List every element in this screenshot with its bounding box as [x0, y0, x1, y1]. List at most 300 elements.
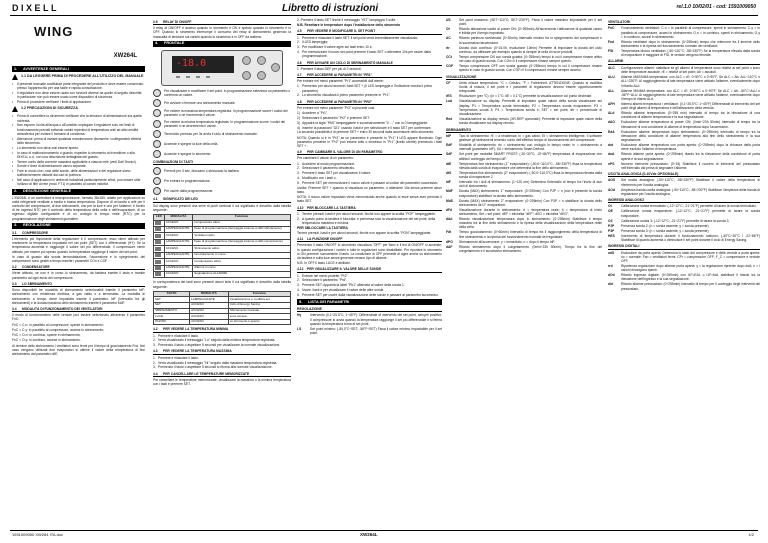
key-description: Tenendolo premuto per 3s avvia il ciclo di sbrinamento manuale.: [153, 130, 291, 138]
list-item: 1. Premere e rilasciare il tasto.: [153, 333, 199, 338]
fan-icon: [155, 240, 161, 244]
parameter-code: rES: [446, 94, 452, 99]
parameter-description: Calibrazione sonda 3: (-12÷12°C; -21÷21°F) permette di tarare la sonda 3.: [621, 218, 730, 223]
parameter-row: [446, 171, 602, 179]
parameter-code: doA: [608, 152, 615, 157]
parameter-description: Numero interventi pressostato: (0÷15) Stabilisce il numero di interventi del pressostato nell'intervallo did prima di segnalare l'allarme.: [621, 161, 760, 170]
parameter-code: P3P: [608, 228, 615, 233]
list-item: 2. Verrà visualizzato il messaggio "Hi" seguito dalla massima temperatura registrata.: [153, 360, 278, 365]
section-heading: 2. DESCRIZIONE GENERALE: [12, 189, 145, 195]
parameter-group-heading: ALLARMI: [608, 59, 760, 64]
parameter-description: Presenza sonda 2: (n = sonda assente; y = sonda presente): [621, 223, 709, 228]
subsection-heading: 4.12 PER VISUALIZZARE IL VALORE DELLE SONDE: [297, 267, 442, 272]
parameter-code: dOd: [608, 273, 615, 278]
parameter-row: Hy Intervento (0,1÷25,5°C; 1÷45°F): Differenziale di intervento del set point, sempre positivo. Il compressore si avvia quando la temperatura raggiunge il set più differenziale e si ferma quando la temperatura torna al set point.: [297, 313, 442, 326]
list-item: 3. Premere SET: Apparirà la label "Pb1" alternata al valore della sonda 1.: [297, 283, 405, 288]
defrost-key-icon: [153, 99, 161, 107]
table-row: LAMPEGGIANTE Fase di programmazione (lampeggia insieme a LED compressore): [154, 239, 291, 245]
subsection-heading: 3.5 RELAY DI ON/OFF: [153, 20, 291, 25]
parameter-code: O3: [608, 218, 613, 223]
parameter-row: [446, 245, 602, 253]
power-key-icon: [153, 150, 161, 158]
parameter-code: dtE: [446, 161, 452, 166]
parameter-code: Fdt: [446, 230, 452, 235]
paragraph: 1. Premere il tasto DEF per più di 2 secondi.: [297, 66, 362, 71]
condenser-icon: [155, 260, 161, 264]
parameter-code: did: [608, 282, 613, 287]
footer-page-number: 1/2: [748, 532, 754, 537]
key-combo: Per entrare in programmazione.: [153, 177, 291, 185]
parameter-code: AOS: [608, 178, 616, 183]
parameter-description: Tipo di sbrinamento: rE = a resistenza; in = gas caldo; Et = sbrinamento intelligente. Il software gestisce gli sbrinamenti tenendo conto dell'effettivo tempo di funzionamento del compressore.: [459, 133, 602, 143]
paragraph: Il relay di ON/OFF è acceso quando lo strumento è ON e spento quando lo strumento è in OFF. Quando lo strumento interrompe il consumo del relay di sbrinamento gestendo la manualità di tensione sui carichi quando lo strumento è in OFF da tastiera.: [153, 26, 291, 39]
parameter-description: Set uscita analogica: (-50÷110°C; -58÷230°F) Stabilisce il valore della temperatura di riferimento per l'uscita analogica.: [621, 178, 760, 187]
list-item: 5. Premere SET per memorizzare il nuovo valore e passare al codice del parametro successivo.: [297, 180, 439, 185]
parameter-code: dtS: [446, 170, 452, 175]
table-row: SET ACCESO Ciclo di Energy Saving: [154, 302, 291, 308]
list-item: • Nel caso di applicazioni in ambienti industriali particolarmente critici, può essere utile l'utilizzo di filtri di rete (mod. FT1) in parallelo ai carichi induttivi.: [12, 178, 141, 187]
subsection-heading: 4.9 PER CAMBIARE IL VALORE DI UN PARAMETRO: [297, 150, 442, 155]
parameter-code: AFH: [608, 101, 615, 106]
parameter-row: [446, 143, 602, 151]
table-row: ACCESO Ventilatori attivi: [154, 233, 291, 239]
parameter-code: CF: [446, 80, 451, 85]
key-combo-icon: [153, 167, 161, 175]
subsection-heading: 4.4 PER CANCELLARE LE TEMPERATURE MEMORIZZATE: [153, 372, 291, 377]
subsection-heading: 3.2 CONDENSATORE: [12, 265, 145, 270]
parameter-group-heading: SBRINAMENTO: [446, 128, 602, 133]
parameter-code: AC: [446, 36, 451, 41]
parameter-description: Temperatura fine sbrinamento (1° evaporatore): (-50,0÷110,0°C; -58÷230°F) fissa la temperatura rilevata dalla sonda di evaporatore che determina la fine dello sbrinamento.: [459, 161, 602, 170]
parameter-code: COF: [446, 64, 453, 69]
paragraph: Al termine dello sbrinamento i ventilatori sono fermi per il tempo di gocciolamento Fnd. Nel caso vengano utilizzati due evaporatori si ottiene il valore della temperatura di fine sbrinamento dal parametro dtE.: [12, 343, 145, 356]
key-description: Per visualizzare e modificare il set point. In programmazione seleziona un parametro o conferma un valore.: [153, 89, 291, 97]
list-item: • Sonde e linee di alimentazione vanno separate.: [12, 164, 87, 169]
parameter-code: dPO: [446, 239, 453, 244]
parameter-code: Lod: [446, 99, 453, 104]
paragraph: In caso di guasto alla sonda termostatazione, l'accensione e lo spegnimento del compressore sono gestiti a tempo tramite i parametri COn e COF.: [12, 254, 145, 264]
parameter-description: Visualizzazione su display remoto (XR-REP opzionale): Permette di impostare quale valore della sonda visualizzare sul display remoto.: [459, 117, 602, 126]
parameter-group-heading: VENTILATORI: [608, 20, 760, 25]
parameter-code: OE: [608, 209, 613, 214]
parameter-group-heading: REGOLAZIONE: [297, 307, 442, 312]
list-item: 2. Selezionare il parametro desiderato.: [297, 166, 355, 171]
parameter-code: Ot: [446, 27, 450, 32]
parameter-row: [446, 64, 602, 72]
list-item: • Attenzione: prima di iniziare qualsiasi manutenzione disinserire i collegamenti elettrici dello strumento.: [12, 136, 142, 145]
led-alarm: [206, 76, 210, 78]
parameter-description: Ritardo partenza ravvicinata: (0÷30min) Intervallo minimo fra lo spegnimento del compressore e la successiva riaccensione.: [459, 36, 602, 45]
parameter-description: Tempo compressore ON con sonda guasta: (0÷255min) tempo in cui il compressore rimane attivo nel caso di guasto sonda. Con COn=0 il compressore rimane sempre spento.: [459, 54, 602, 64]
parameter-description: Intervallo fra i cicli di sbrinamento: (1÷120 ore) Determina l'intervallo di tempo fra l'inizio di due cicli di sbrinamento.: [459, 180, 602, 189]
footer-model: XW264L: [360, 532, 378, 537]
paragraph: Premendo il tasto ON/OFF lo strumento visualizza "OFF" per 5sec e il led di ON/OFF si accende. In questo configurazione i carichi e tutte le regolazioni sono disabilitate. Per riportare lo strumento in ON premere nuovamente il tasto. La condizione di OFF permette di agire anche su sbrinamento da tastiera e sulla luce senza generare nessun tipo di allarme.: [297, 243, 442, 260]
list-item: FnC = C-n: in parallelo al compressore, spente in sbrinamento;: [12, 322, 104, 327]
compressor-icon: [155, 227, 161, 231]
parameter-row: [608, 102, 760, 110]
list-item: • Non esporre l'unità all'acqua o all'umidità: impiegare il regolatore solo nei limiti di funzionamento previsti evitando cambi repentini di temperatura uniti ad alta umidità atmosferica per evitare il formarsi di condensa.: [12, 123, 139, 136]
parameter-description: Durata (MAX) sbrinamento 2° evaporatore: (0÷255min) Con P3P = n stabilisce la durata dello sbrinamento del 2° evaporatore.: [459, 198, 602, 207]
paragraph: L'elemento più importante della regolazione è il compressore: esso viene attivato per mantenere la temperatura impostata nel set point (SET) con il differenziale (HY). Se la temperatura aumenta e raggiunge il valore set più differenziale, il compressore viene attivato, per essere poi spento quando la temperatura raggiunge il valore del set point.: [12, 236, 145, 254]
key-description: Per avviare o fermare uno sbrinamento manuale.: [153, 99, 291, 107]
light-button[interactable]: [257, 71, 266, 80]
parameter-code: AOd: [608, 187, 615, 192]
paragraph: NOTA: Il nuovo valore impostato viene memorizzato anche quando si esce senza aver premuto il tasto SET.: [297, 195, 442, 204]
parameter-description: Funzionamento ventilatori: C-n = in parallelo al compressore, spenti in sbrinamento; C-y = in parallelo al compressore, accesi in sbrinamento; O-n = in continuo, spenti in sbrinamento; O-y = in continuo, accesi in sbrinamento.: [621, 26, 760, 39]
footer-rule: [10, 530, 758, 531]
column-2: [153, 18, 291, 526]
list-item: 2) Selezionare il parametro "Pr2" e premere SET.: [297, 115, 370, 120]
list-item: 2. A questo punto la tastiera è bloccata: è permessa solo la visualizzazione del set point, della temperatura massima e minima.: [297, 216, 436, 225]
set-button[interactable]: [242, 56, 251, 65]
parameter-description: Ritardo ingresso digitale: (0÷255min) con i1F=EAL o i1F=bAL stabilisce il ritardo tra la rilevazione dell'ingresso e la sua segnalazione.: [621, 273, 760, 282]
paragraph: Sul display sono presenti una serie di punti luminosi il cui significato è descritto dalla tabella seguente:: [153, 203, 291, 212]
parameter-description: Isteresi allarmi temperatura / ventilatori: (0,1÷25,5°C; 1÷45°F) Differenziale di intervento del set point degli allarmi di temperatura e dell'attivazione della ventola.: [621, 101, 760, 111]
parameter-row: [608, 49, 760, 57]
led-fan: [186, 76, 190, 78]
paragraph: 2. Premere il tasto SET finché il messaggio "rST" lampeggia 3 volte.: [297, 18, 397, 22]
parameter-code: US: [446, 18, 451, 22]
key-description: Per vedere la minima temperatura registrata. In programmazione scorre i codici dei parametri o ne decrementa il valore.: [153, 120, 291, 128]
warning-heading: 1.1 DA LEGGERE PRIMA DI PROCEDERE ALL'UTILIZZO DEL MANUALE: [12, 74, 145, 80]
parameter-code: EdF: [446, 143, 453, 148]
parameter-description: Ritardo allarme pressostato: (0÷255min) Intervallo di tempo per il conteggio degli interventi del pressostato.: [621, 282, 760, 291]
parameter-row: [446, 208, 602, 216]
list-item: 3. Premendo il tasto o aspettare 5 secondi per visualizzare la normale visualizzazione.: [153, 343, 281, 348]
list-item: 2. Verrà visualizzato il messaggio "Lo" seguito dalla minima temperatura registrata.: [153, 338, 276, 343]
table-row: SET LAMPEGGIANTE Visualizzazione e modifica set: [154, 297, 291, 303]
parameter-description: Tempo gocciolamento: (0÷60min) Intervallo di tempo fra il raggiungimento della temperatura di fine sbrinamento e la ripresa del funzionamento normale del regolatore.: [459, 230, 602, 239]
parameter-row: [446, 162, 602, 170]
parameter-row: [608, 224, 760, 228]
parameter-code: dot: [608, 143, 614, 148]
parameter-row: [608, 26, 760, 39]
column-4: [446, 18, 602, 526]
parameter-row: [446, 189, 602, 197]
parameter-row: [446, 230, 602, 238]
section-heading: 3. REGOLAZIONE: [12, 223, 145, 229]
paragraph: Tenere premuti i tasti e per alcuni secondi, finché non appare la scritta "PON" lampeggiante.: [297, 230, 432, 235]
parameter-group-heading: VISUALIZZAZIONE: [446, 75, 602, 80]
power-button[interactable]: [271, 63, 280, 72]
table-row: SBRINAMENTO ACCESO Sbrinamento manuale: [154, 308, 291, 314]
list-item: • In caso di malfunzionamento o guasto, rispedire lo strumento al rivenditore o alla DIXELL s.r.l. con una descrizione dettagliata del guasto.: [12, 150, 135, 159]
parameter-row: [446, 180, 602, 188]
parameter-row: [446, 27, 602, 35]
parameter-code: Red: [446, 117, 453, 122]
table-row: ACCESO Compressore attivo: [154, 220, 291, 226]
parameter-description: Sbrinamento all'accensione: y = immediato; n = dopo il tempo IdF.: [459, 239, 556, 244]
parameter-row: [608, 251, 760, 264]
paragraph: N.B. In OFF il tasto LUCE è abilitato.: [297, 261, 351, 266]
table-row: ON/OFF ACCESO Lo strumento è spento: [154, 319, 291, 325]
paragraph: Per cancellare le temperature memorizzate, visualizzare la massima o la minima temperatura con i tasti e premere SET.: [153, 377, 291, 386]
parameter-code: MdS: [446, 198, 453, 203]
parameter-row: [608, 204, 760, 208]
list-item: FnC = O-y: in continuo, accese in sbrinamento.: [12, 338, 81, 343]
parameter-code: dAF: [446, 244, 453, 249]
section-heading: 4. FRONTALE: [153, 41, 291, 47]
subsection-heading: 4.1 SIGNIFICATO DEI LED: [153, 197, 291, 202]
parameter-description: Unità misura temperatura: °C = Celsius; °F = Fahrenheit. ATTENZIONE: Quando si modifica l'unità di misura, il set point e i parametri di regolazione devono essere opportunamente reimpostati.: [459, 80, 602, 94]
parameter-row: [446, 94, 602, 98]
subsection-heading: 4.10 PER BLOCCARE LA TASTIERA: [297, 206, 442, 211]
section-heading: 1. AVVERTENZE GENERALI: [12, 66, 145, 72]
parameter-group-heading: USCITA ANALOGICA (0-10Vdc OPZIONALE): [608, 172, 760, 177]
parameter-code: SdF: [446, 152, 453, 157]
key-combo: Per uscire dalla programmazione.: [153, 187, 291, 195]
parameter-description: Set point massimo: (SET÷110°C; SET÷230°F). Fissa il valore massimo impostabile per il set point.: [459, 18, 602, 27]
key-combo-icon: [153, 187, 161, 195]
list-item: • Tenere conto della corrente massima applicabile a ciascun relè (vedi Dati Tecnici).: [12, 159, 137, 164]
parameter-description: Incremento di temperatura durante il funzionamento notturno: (-30°C÷30°C / -22÷86°F) Stabilisce di quanto aumenta o diminuisce il set point durante il ciclo di Energy Saving.: [621, 233, 760, 242]
parameter-code: tdF: [446, 133, 452, 138]
parameter-description: Ampiezza banda uscita analogica: (-50÷110°C; -58÷230°F) Stabilisce l'ampiezza della banda di regolazione per l'uscita analogica.: [621, 187, 760, 196]
paragraph: Il modo di funzionamento delle ventole può essere selezionato attraverso il parametro FnC:: [12, 313, 145, 322]
brand-logo: DIXELL: [12, 3, 60, 13]
down-key-icon: [153, 120, 161, 128]
key-combo: Premuti per 3 sec, bloccano o sbloccano la tastiera.: [153, 167, 291, 175]
paragraph: Viene attivato, se non è in corso lo sbrinamento, da tastiera tramite il tasto e tramite parametro ad ogni avvio del compressore.: [12, 271, 145, 280]
parameter-group-heading: INGRESSI ANALOGICI: [608, 198, 760, 203]
parameter-description: Allarme MASSIMA temperatura: con ALC = rE: 0÷50°C o 0÷90°F. Se ALC = Ab: ALL÷110°C o ALL÷230°F. Al raggiungimento di tale temperatura viene attivato l'allarme, eventualmente dopo il ritardo ALd.: [621, 75, 760, 88]
parameter-row: [608, 234, 760, 242]
parameter-description: Tempo compressore OFF con sonda guasta: (0÷255min) tempo in cui il compressore rimane spento in caso di guasto sonda. Con COF=0 il compressore rimane sempre acceso.: [459, 64, 602, 73]
defrost-icon: [155, 247, 161, 251]
list-item: 5. Premere SET per uscire dalla visualizzazione delle sonde e passare al parametro successivo.: [297, 292, 439, 297]
parameter-description: Allarme MINIMA temperatura: con ALC = rE: 0÷50°C o 0÷90°F. Se ALC = Ab: -50°C÷ALU o -58°F÷ALU. Al raggiungimento di tale temperatura viene attivato l'allarme, eventualmente dopo il tempo di ritardo ALd.: [621, 88, 760, 101]
parameter-row: [608, 89, 760, 102]
list-item: • Lo strumento non deve mai essere aperto.: [12, 145, 79, 150]
parameter-description: Ritardo ventilatori dopo lo sbrinamento: (0÷255min) tempo che intercorre fra il termine dello sbrinamento e la ripresa del funzionamento normale dei ventilatori.: [621, 39, 760, 49]
list-item: 4. Modificarlo con i tasti o .: [297, 176, 338, 181]
footer-filename: 1591009050 XW264 ITA.doc: [12, 532, 64, 537]
table-row: ACCESO Condensatore attivo: [154, 259, 291, 265]
parameter-row: [608, 282, 760, 290]
light-key-icon: [153, 140, 161, 148]
parameter-row: [446, 36, 602, 44]
display-value: -18.0: [176, 57, 207, 69]
parameter-code: odS: [608, 250, 615, 255]
up-key-icon: [153, 109, 161, 117]
parameter-code: dFd: [446, 207, 453, 212]
parameter-description: Visualizzazione durante lo sbrinamento: rt = temperatura reale; it = temperatura di inizio sbrinamento; Set = set point; dEF = etichetta "dEF"; dEG = etichetta "dEG".: [459, 207, 602, 216]
parameter-description: Esclusione da porta aperta: Determina lo stato del compressore e delle ventole a porta aperta: no = normale; Fan = ventilatori fermi; CPr = compressore OFF; F_C = compressore e ventole OFF.: [621, 250, 760, 263]
led-table: LED MODALITÀ Funzione ACCESO Compressore attivo LAMPEGGIANTE Fase di programmazione (lampeggia insieme a LED sbrinamento) ACCESO Ventilatori attivi LAMPEGGIANTE Fase di programmazione (lampeggia insieme a LED compressore) ACCESO Sbrinamento attivo LAMPEGGIANTE Gocciolamento in corso ACCESO Condensatore attivo LAMPEGGIANTE Allarme in corso ACCESO Segnalazione ALLARME: [153, 214, 291, 278]
parameter-description: Visualizzazione su display: Permette di impostare quale valore della sonda visualizzare sul display. P1 = Temperatura sonda termostato; P2 = Temperatura sonda evaporatore; P3 = Temperatura sonda 3; P4 = Temperatura sonda 4; SET = set point; dtr = percentuale di visualizzazione.: [459, 99, 602, 117]
paragraph: La seconda possibilità è di premere SET + entro 30 secondi dalla accensione dello strumento.: [297, 130, 435, 135]
list-item: FnC = O-n: in continuo, spente in sbrinamento;: [12, 333, 81, 338]
table-row: ACCESO Sbrinamento attivo: [154, 246, 291, 252]
paragraph: Per entrare nel menù parametri "Pr2" si procede così:: [297, 105, 376, 110]
subsection-heading: 4.2 PER VEDERE LA TEMPERATURA MINIMA: [153, 327, 291, 332]
document-reference: rel.1.0 10/02/01 - cod: 1591009050: [676, 4, 756, 10]
parameter-row: [608, 111, 760, 119]
parameter-description: Temperatura blocco ventilatori: (-50÷110°C; -58÷230°F) Se la temperatura rilevata dalla sonda di evaporatore è maggiore di FSt, le ventole vengono fermate.: [621, 49, 760, 58]
parameter-row: [608, 178, 760, 186]
key-description: Accende e spegne la luce della cella.: [153, 140, 291, 148]
parameter-description: Ritardo attivazione uscite al power ON: (0÷255min) All'accensione l'attivazione di qualsiasi carico è inibita per il tempo impostato.: [459, 27, 602, 36]
parameter-description: Durata (MAX) sbrinamento 1° evaporatore: (0÷255min) Con P2P = n (non è presente la sonda evaporatore) stabilisce la durata dello sbrinamento.: [459, 189, 602, 198]
parameter-row: [608, 152, 760, 160]
parameter-description: Temperatura fine sbrinamento (2° evaporatore): (-50,0÷110,0°C) fissa la temperatura rilevata dalla sonda di evaporatore 2.: [459, 170, 602, 180]
defrost-key-icon: [153, 130, 161, 138]
subsection-heading: 4.11 LA FUNZIONE ON/OFF: [297, 237, 442, 242]
parameter-code: ALL: [608, 88, 615, 93]
parameter-row: [608, 40, 760, 48]
parameter-code: ALU: [608, 75, 615, 80]
subsection-heading: 3.4 MODALITÀ DI FUNZIONAMENTO DEI VENTILATORI: [12, 307, 145, 312]
warning-icon: [12, 74, 18, 80]
list-item: 4. Usare i tasti e per visualizzare il valore delle altre sonde.: [297, 288, 385, 293]
parameter-row: [446, 240, 602, 244]
key-description: Accende e spegne lo strumento.: [153, 150, 291, 158]
list-item: 2. Il LED lampeggia;: [297, 40, 329, 45]
parameter-row: [608, 143, 760, 151]
key-combo-icon: [153, 177, 161, 185]
parameter-description: Risoluzione (per °C): (in = 1°C; dE = 0,1°C) permette la visualizzazione col punto decimale.: [459, 94, 593, 99]
warning-icon: [12, 106, 18, 112]
parameter-code: FSt: [608, 49, 614, 54]
parameter-code: nPS: [608, 161, 615, 166]
parameter-description: Esclusione allarme temperatura dopo sbrinamento: (0÷255min) Intervallo di tempo tra la rilevazione della condizione di allarme temperatura alla fine dello sbrinamento e la sua segnalazione.: [621, 129, 760, 143]
parameter-row: LS Set point minimo: (-50,0°C÷SET; -58°F÷SET) Fissa il valore minimo impostabile per il set point.: [297, 326, 442, 335]
list-item: 1. Premere e rilasciare il tasto.: [153, 355, 199, 360]
parameter-code: P2P: [608, 223, 615, 228]
parameter-code: Fnd: [608, 39, 615, 44]
parameter-description: Ritardo sbrinamento dopo il congelamento: (0min÷23h 50min). Tempo fra la fine del congelamento e il successivo sbrinamento.: [459, 244, 602, 253]
list-item: • Il presente manuale costituisce parte integrante del prodotto e deve essere conservato presso l'apparecchio per una facile e rapida consultazione.: [12, 82, 144, 91]
header-rule: [10, 15, 758, 16]
list-item: 3. Premendo il tasto o aspettare 5 secondi si ritorna alla normale visualizzazione.: [153, 365, 273, 370]
parameter-code: Ot: [608, 204, 612, 209]
key-led-table: TASTO MODALITÀ Funzione SET LAMPEGGIANTE Visualizzazione e modifica set SET ACCESO Ciclo di Energy Saving SBRINAMENTO ACCESO Sbrinamento manuale LUCE ACCESO Luce accesa ON/OFF ACCESO Lo strumento è spento: [153, 291, 291, 326]
table-row: LUCE ACCESO Luce accesa: [154, 314, 291, 320]
list-item: 1) Accedere a "Pr1".: [297, 111, 328, 116]
parameter-description: Esclusione allarme temperatura con porta aperta: (0÷255min) dopo la chiusura della porta viene escluso l'allarme di temperatura.: [621, 143, 760, 152]
parameter-description: Ritardo allarme temperatura: (0÷255 min) intervallo di tempo tra la rilevazione di una condizione di allarme temperatura e la sua segnalazione.: [621, 111, 760, 120]
parameter-description: Ripartenza regolazione dopo allarme porta aperta: y = la regolazione riprende dopo doA; n = i carichi rimangono spenti.: [621, 263, 760, 273]
list-item: 1. Premere e rilasciare il tasto SET: il set point verrà immediatamente visualizzato;: [297, 35, 419, 40]
parameter-description: Calibrazione sonda termostato: (-12÷12°C; -21÷21°F) permette di tarare la sonda termostato.: [621, 204, 757, 209]
list-item: FnC = C-y: in parallelo al compressore, accese in sbrinamento;: [12, 327, 105, 332]
list-item: 3) Apparirà la sigla "PAS" lampeggiante e successivamente "0 - -" con lo 0 lampeggiante.: [297, 120, 429, 125]
list-item: 3. Premere il tasto SET per visualizzarne il valore.: [297, 171, 372, 176]
parameter-row: [446, 152, 602, 160]
combo-heading: COMBINAZIONI DI TASTI: [153, 160, 291, 165]
parameter-row: [608, 120, 760, 128]
parameter-code: dAO: [608, 120, 615, 125]
parameter-code: IdF: [446, 180, 451, 185]
section-heading: 5. LISTA DEI PARAMETRI: [297, 299, 442, 305]
subsection-heading: 4.3 PER VEDERE LA TEMPERATURA MASSIMA: [153, 349, 291, 354]
list-item: 4) Inserire la password "321" usando i tasti e per selezionare e il tasto SET per confermare.: [297, 125, 432, 130]
list-item: 1. Entrare nel menù protetto "Pr2".: [297, 273, 349, 278]
key-description: Per vedere la massima temperatura registrata. In programmazione scorre i codici dei parametri o ne incrementa il valore.: [153, 109, 291, 117]
controller-front-panel: [161, 50, 283, 86]
parameter-description: Esclusione allarme temperatura al power ON: (0min÷23h 50min) intervallo di tempo tra la rilevazione di una condizione di allarme di temperatura dopo l'accensione.: [621, 120, 760, 129]
parameter-row: [446, 18, 602, 26]
alarm-icon: [155, 266, 161, 270]
paragraph: Per entrare nel menù parametri "Pr1" accessibili dall'utente:: [297, 79, 384, 84]
parameter-code: ALd: [608, 111, 615, 116]
parameter-row: [608, 162, 760, 170]
column-3: [297, 18, 442, 526]
up-button[interactable]: [257, 56, 266, 65]
parameter-row: [446, 46, 602, 54]
subsection-heading: 3.1 COMPRESSORE: [12, 231, 145, 236]
parameter-description: Durata ciclo continuo: (0÷24.0h, risoluzione 10min) Permette di impostare la durata del ciclo continuo, da utilizzare per esempio quando si riempie la cella di nuovi prodotti.: [459, 45, 602, 54]
display: [172, 56, 234, 73]
list-item: 1. Premendo per alcuni secondi i tasti SET + (il LED lampeggia e l'indicatore mostra il primo parametro): [297, 84, 433, 93]
subsection-heading: 4.8 PER ACCEDERE AI PARAMETRI IN "PR2": [297, 100, 442, 105]
paragraph: PER SBLOCCARE LA TASTIERA: [297, 225, 348, 230]
paragraph: Per cambiare il valore di un parametro:: [297, 156, 354, 161]
parameter-code: rtr: [446, 45, 450, 50]
led-defrost: [196, 76, 200, 78]
parameter-row: [608, 75, 760, 88]
list-item: 2. Lo strumento visualizza il primo parametro presente in "Pr1".: [297, 93, 391, 98]
parameter-code: CCt: [446, 54, 452, 59]
parameter-row: [608, 66, 760, 74]
list-item: • Il regolatore non deve essere usato con funzioni diverse da quelle di seguito descritte, in particolare non può essere usato come dispositivo di sicurezza.: [12, 91, 143, 100]
parameter-description: Ritardo visualizzazione temperatura dopo lo sbrinamento: (0÷255min) Stabilisce il tempo massimo tra la fine dello sbrinamento e la ripresa della visualizzazione della temperatura reale della cella.: [459, 217, 602, 230]
parameter-description: Modalità di sbrinamento: rtc = sbrinamento con orologio in tempo reale; in = sbrinamento a intervalli (parametro IdF); Sd = sbrinamento Smart Defrost.: [459, 143, 602, 152]
parameter-row: [446, 199, 602, 207]
parameter-code: HES: [608, 233, 615, 238]
parameter-group-heading: INGRESSI DIGITALI: [608, 244, 760, 249]
parameter-description: Ritardo allarme porta aperta: (0÷255min) ritardo tra la rilevazione della condizione di porta aperta e la sua segnalazione.: [621, 152, 760, 161]
note: N.B. Resettare le temperature dopo l'installazione dello strumento: [297, 23, 401, 28]
led-compressor: [176, 76, 180, 78]
parameter-description: Set point per modalità SMART FROST: (-30÷30°C; -22÷86°F) temperatura di evaporazione che abilita il conteggio del tempo IdF.: [459, 152, 602, 161]
defrost-icon: [155, 253, 161, 257]
parameter-description: Presenza sonda 3: (n = sonda assente; y = sonda presente): [621, 228, 709, 233]
subsection-heading: 4.5 PER VEDERE E MODIFICARE IL SET POINT: [297, 29, 442, 34]
list-item: • Prima di connettere lo strumento verificare che la tensione di alimentazione sia quella richiesta.: [12, 114, 142, 123]
parameter-code: EdA: [608, 129, 615, 134]
paragraph: Sono disponibili tre modalità di sbrinamento selezionabili tramite il parametro tdF: sbrinamento con resistenza elettrica, a gas caldo o a termostato. La modalità di sbrinamento a tempo viene impostata tramite il parametro IdF (intervallo tra gli sbrinamenti) e la durata massima dello sbrinamento tramite il parametro MdF.: [12, 288, 145, 305]
down-button[interactable]: [242, 71, 251, 80]
parameter-code: rrd: [608, 263, 613, 268]
parameter-description: Calibrazione sonda evaporatore: (-12÷12°C; -21÷21°F) permette di tarare la sonda evaporatore.: [621, 209, 760, 218]
parameter-row: [446, 55, 602, 63]
product-logo: WING: [34, 24, 74, 39]
parameter-description: Configurazione allarmi: stabilisce se gli allarmi di temperatura sono relativi al set point o sono delle temperature assolute. rE = relativi al set point; Ab = assoluti.: [621, 65, 760, 75]
paragraph: In corrispondenza dei tasti sono presenti alcuni leds il cui significato è descritto dalla tabella seguente:: [153, 280, 291, 289]
parameter-row: [608, 188, 760, 196]
parameter-row: [608, 273, 760, 281]
list-item: 2. Selezionare il parametro "Prd".: [297, 278, 348, 283]
alarm-icon: [155, 272, 161, 276]
parameter-row: [608, 264, 760, 272]
fan-icon: [155, 234, 161, 238]
parameter-row: [446, 81, 602, 94]
parameter-code: dAd: [446, 217, 453, 222]
list-item: 4. Per memorizzare il nuovo set point premere il tasto SET o attendere 10s per uscire dalla programmazione.: [297, 50, 431, 59]
subsection-heading: 3.3 LO SBRINAMENTO: [12, 282, 145, 287]
model-name: XW264L: [113, 52, 137, 59]
paragraph: Uscita: Premere SET + quando si visualizza un parametro, o attendere 15s senza premere alcun tasto.: [297, 185, 442, 194]
list-item: • Prima di procedere verificare i limiti di applicazione.: [12, 100, 92, 105]
set-key-icon: [153, 89, 161, 97]
list-item: 1. Tenere premuti i tasti e per alcuni secondi, finché non appare la scritta "POF" lampeggiante.: [297, 211, 436, 216]
subsection-heading: 4.7 PER ACCEDERE AI PARAMETRI IN "PR1": [297, 73, 442, 78]
table-row: LAMPEGGIANTE Gocciolamento in corso: [154, 252, 291, 258]
subsection-heading: 4.6 PER AVVIARE UN CICLO DI SBRINAMENTO MANUALE: [297, 61, 442, 66]
list-item: • Fare in modo che i cavi delle sonde, delle alimentazioni e del regolatore siano sufficientemente distanti dai cavi di potenza.: [12, 169, 131, 178]
parameter-code: MdF: [446, 189, 453, 194]
